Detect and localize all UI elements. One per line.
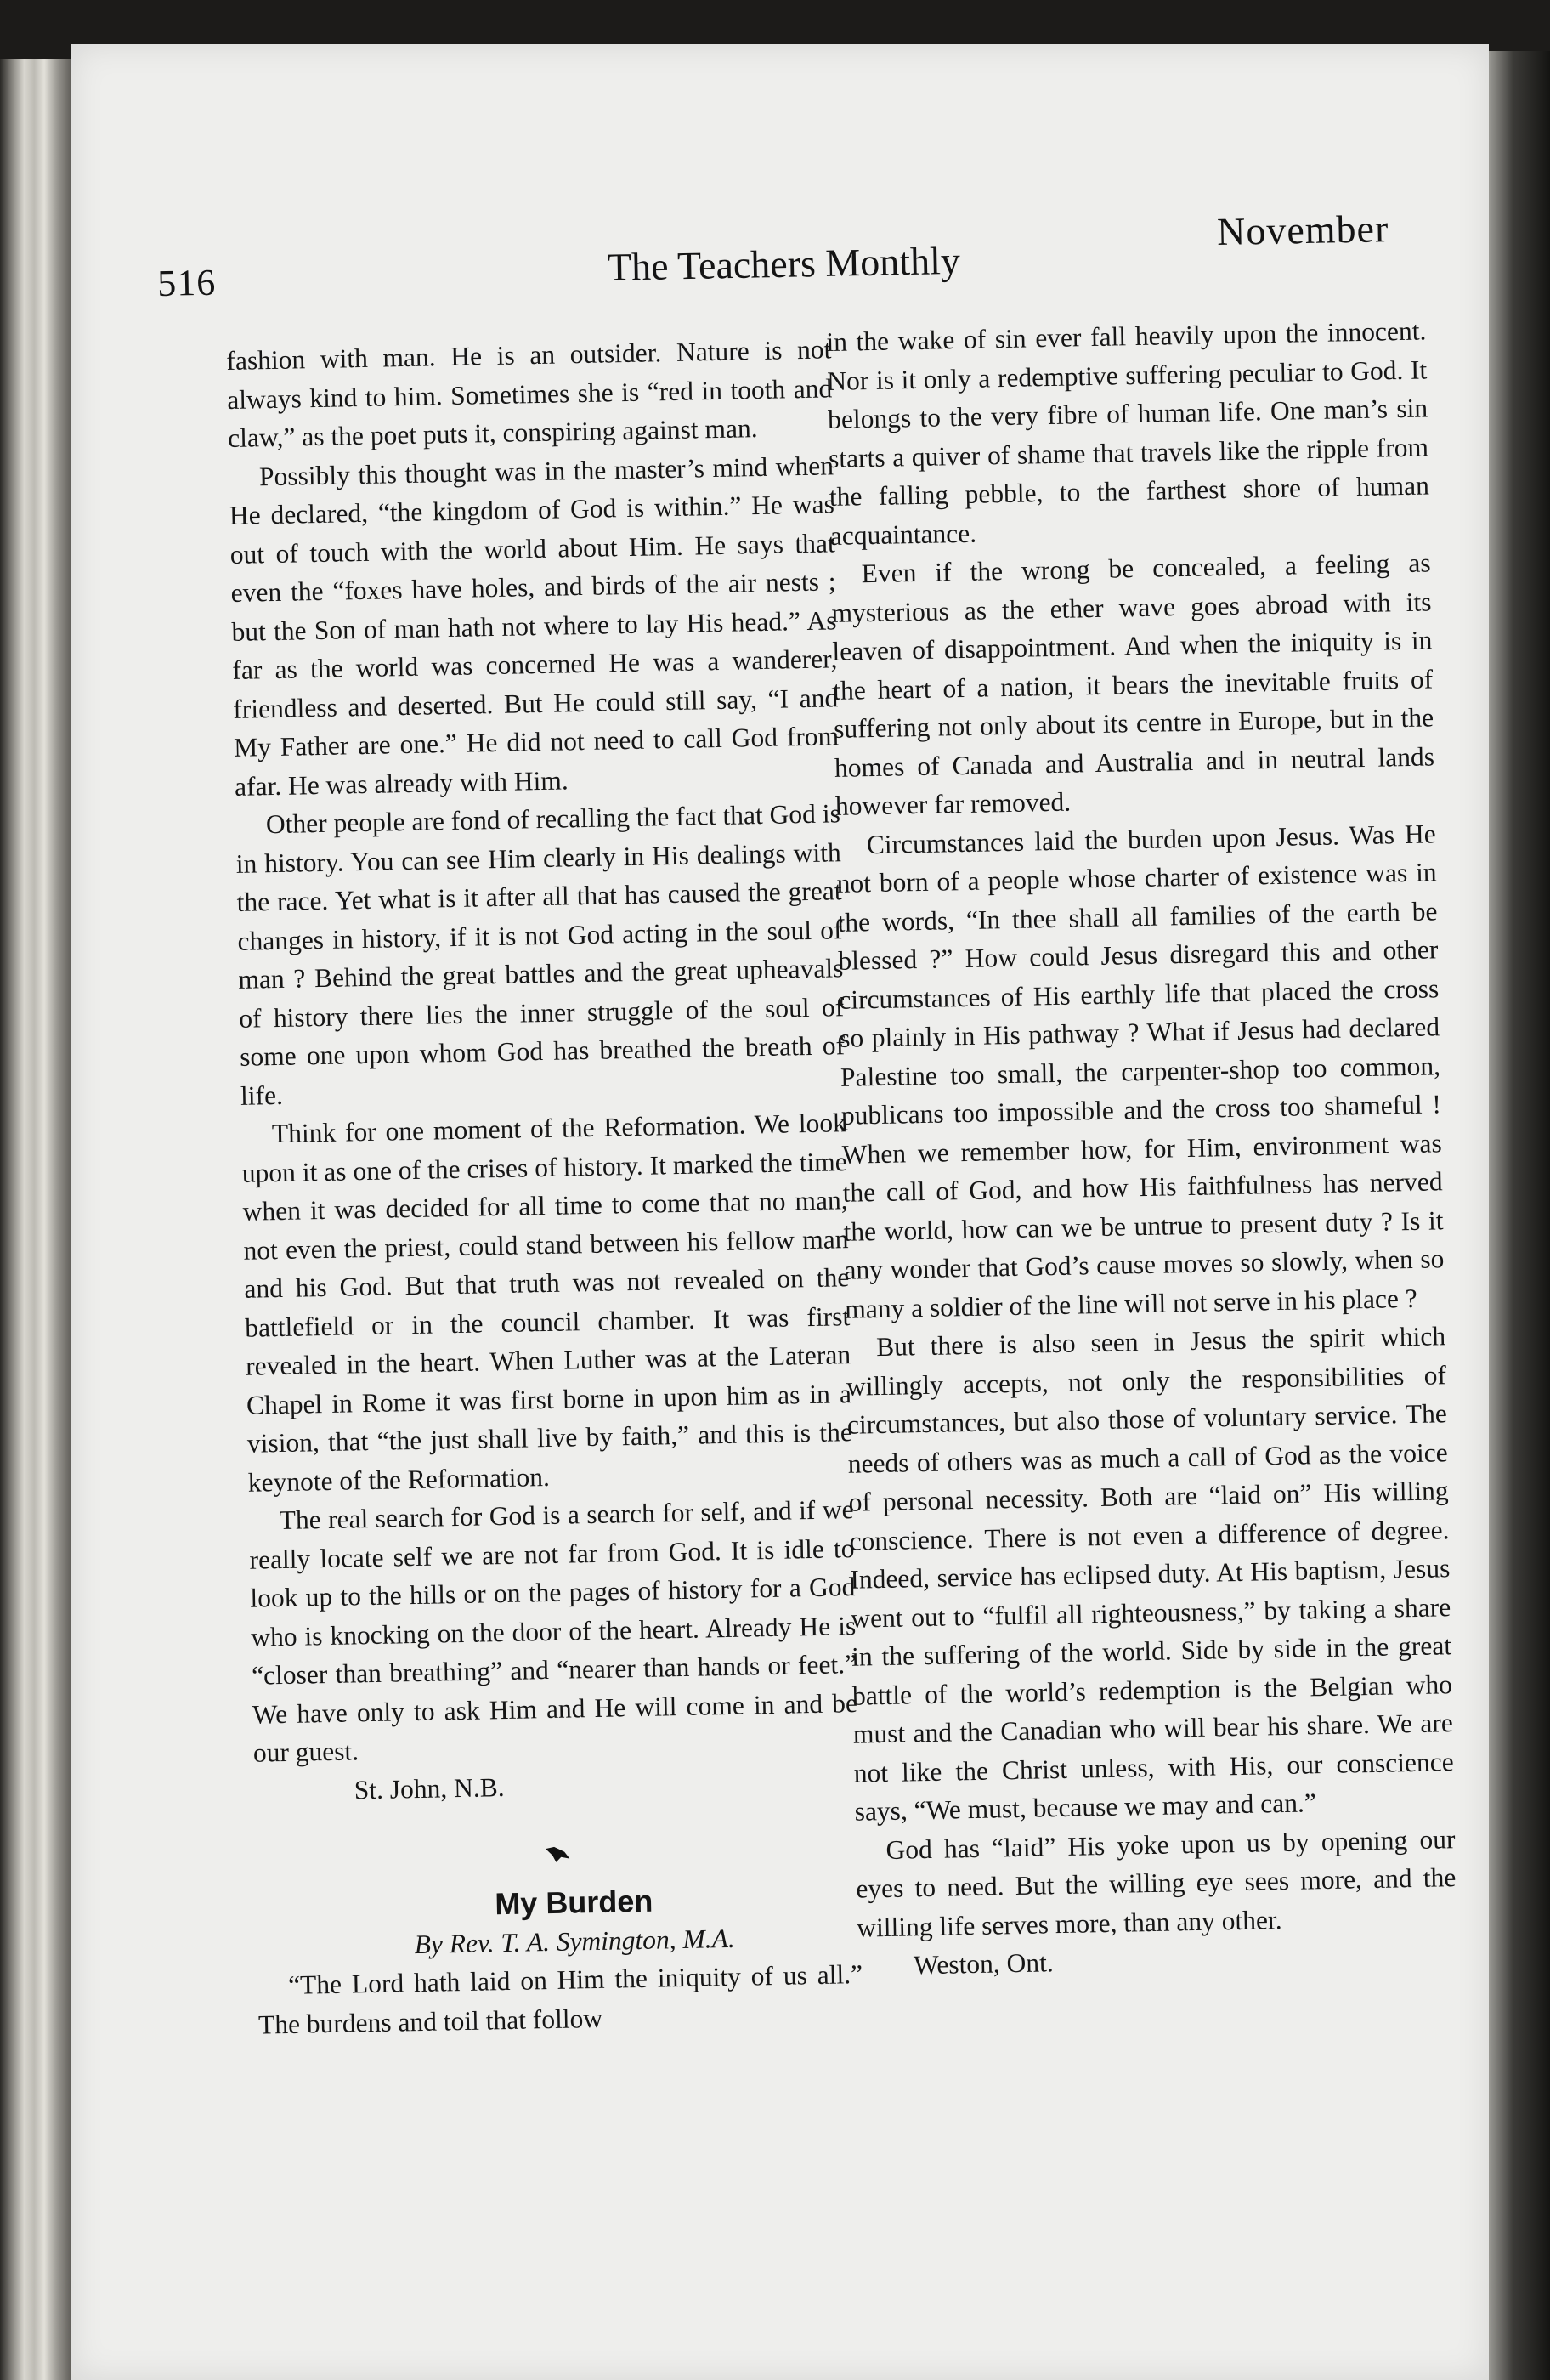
left-column (226, 330, 863, 2043)
paragraph: “The Lord hath laid on Him the iniquity of us all.” The burdens and toil that follow (257, 1958, 863, 2040)
paragraph: Other people are fond of recalling the fact that God is in history. You can see Him clearly in His dealings with the race. Yet what is it after all that has caused the great changes in history, if it is not God acting in the soul of man ? Behind the great battles and the great upheavals of history there lies the inner struggle of the soul of some one upon whom God has breathed the breath of life. (235, 798, 846, 1111)
paragraph: The real search for God is a search for self, and if we really locate self we are not far from God. It is idle to look up to the hills or on the pages of history for a God who is knocking on the door of the heart. Already He is “closer than breathing” and “nearer than hands or feet.” We have only to ask Him and He will come in and be our guest. (249, 1494, 858, 1768)
paragraph: in the wake of sin ever fall heavily upon the innocent. Nor is it only a redemptive suffering peculiar to God. It belongs to the very fibre of human life. One man’s sin starts a quiver of shame that travels like the ripple from the falling pebble, to the farthest shore of human acquaintance. (826, 315, 1430, 551)
right-column (826, 311, 1457, 1986)
paragraph: fashion with man. He is an outsider. Nature is not always kind to him. Sometimes she is “red in tooth and claw,” as the poet puts it, conspiring against man. (226, 334, 833, 453)
author-location: St. John, N.B. (354, 1771, 505, 1805)
issue-month: November (1216, 207, 1389, 254)
paragraph: Circumstances laid the burden upon Jesus. Was He not born of a people whose charter of existence was in the words, “In thee shall all families of the earth be blessed ?” How could Jesus disregard this and other circumstances of His earthly life that placed the cross so plainly in His pathway ? What if Jesus had declared Palestine too small, the carpenter-shop too common, publicans too impossible and the cross too shameful ! When we remember how, for Him, environment was the call of God, and how His faithfulness has nerved the world, how can we be untrue to present duty ? Is it any wonder that God’s cause moves so slowly, when so many a soldier of the line will not serve in his place ? (836, 818, 1445, 1324)
page-number: 516 (156, 261, 217, 304)
author-location: Weston, Ont. (913, 1947, 1054, 1980)
paragraph: But there is also seen in Jesus the spirit which willingly accepts, not only the responsibilities of circumstances, but also those of voluntary service. The needs of others was as much a call of God as the voice of personal necessity. Both are “laid on” His willing conscience. There is not even a difference of degree. Indeed, service has eclipsed duty. At His baptism, Jesus went out to “fulfil all righteousness,” by taking a share in the suffering of the world. Side by side in the great battle of the world’s redemption is the Belgian who must and the Canadian who will bear his share. We are not like the Christ unless, with His, our conscience says, “We must, because we may and can.” (846, 1321, 1454, 1827)
article-title: My Burden (494, 1883, 653, 1922)
paragraph: God has “laid” His yoke upon us by opening our eyes to need. But the willing eye sees more, and the willing life serves more, than any other. (856, 1823, 1457, 1943)
book-spine-edge (0, 60, 71, 2380)
article-byline: By Rev. T. A. Symington, M.A. (414, 1923, 736, 1959)
leaf-ornament-icon (544, 1845, 571, 1865)
paragraph: Possibly this thought was in the master’s mind when He declared, “the kingdom of God is within.” He was out of touch with the world about Him. He says that even the “foxes have holes, and birds of the air nests ; but the Son of man hath not where to lay His head.” As far as the world was concerned He was a wanderer, friendless and deserted. But He could still say, “I and My Father are one.” He did not need to call God from afar. He was already with Him. (229, 450, 840, 802)
paragraph: Even if the wrong be concealed, a feeling as mysterious as the ether wave goes abroad with its leaven of disappointment. And when the iniquity is in the heart of a nation, it bears the inevitable fruits of suffering not only about its centre in Europe, but in the homes of Canada and Australia and in neutral lands however far removed. (831, 547, 1435, 821)
page-right-edge-shadow (1489, 51, 1550, 2380)
journal-title: The Teachers Monthly (607, 238, 961, 289)
paragraph: Think for one moment of the Reformation. We look upon it as one of the crises of history. It marked the time when it was decided for all time to come that no man, not even the priest, could stand between his fellow man and his God. But that truth was not revealed on the battlefield or in the council chamber. It was first revealed in the heart. When Luther was at the Lateran Chapel in Rome it was first borne in upon him as in a vision, that “the just shall live by faith,” and this is the keynote of the Reformation. (241, 1108, 853, 1498)
section-ornament (255, 1830, 860, 1864)
